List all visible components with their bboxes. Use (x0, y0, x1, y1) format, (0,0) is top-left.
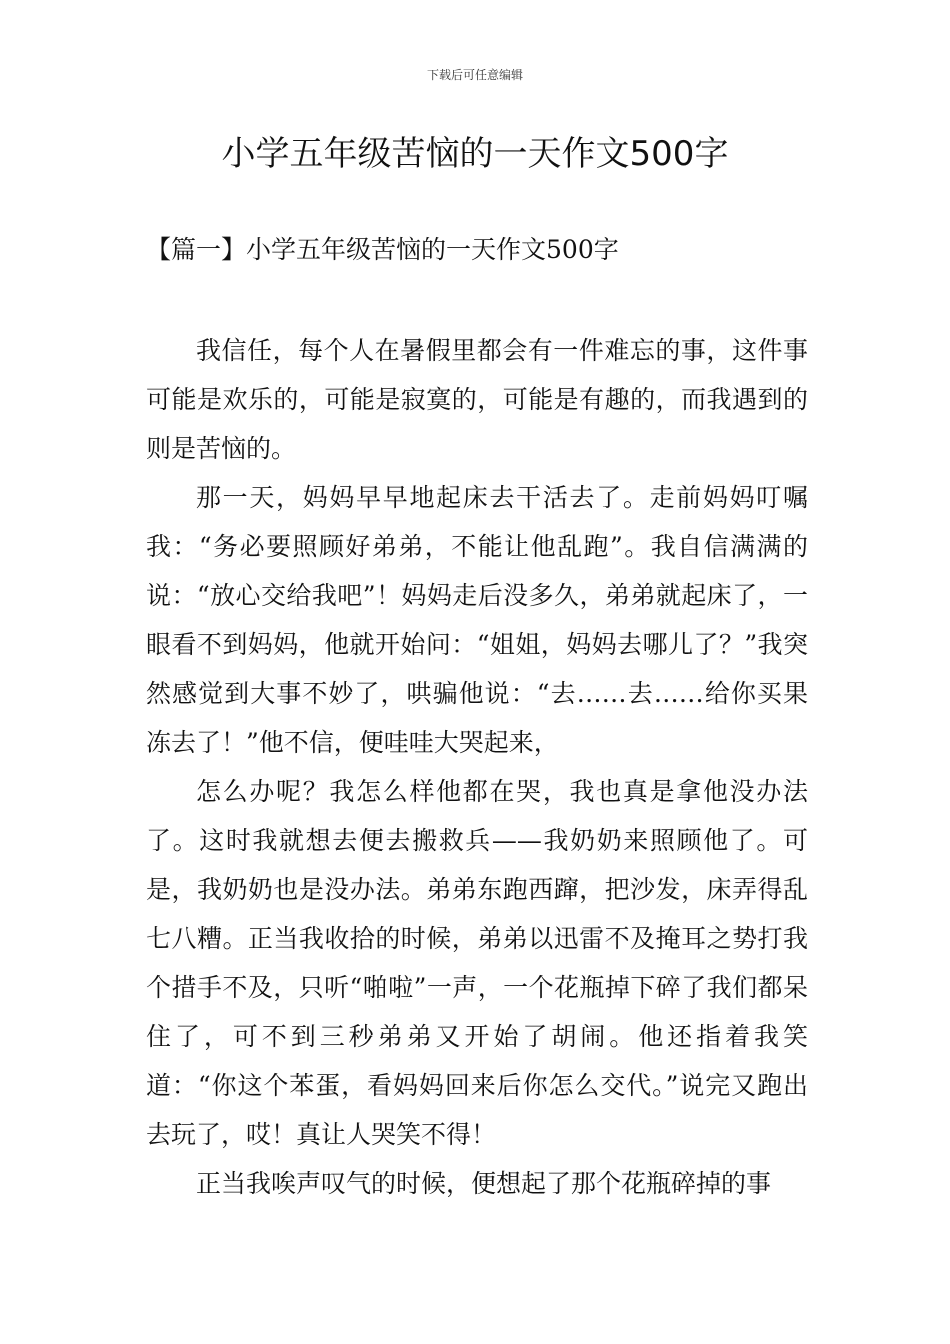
paragraph: 怎么办呢？我怎么样他都在哭，我也真是拿他没办法了。这时我就想去便去搬救兵——我奶奶来照顾他了。可是，我奶奶也是没办法。弟弟东跑西蹿，把沙发，床弄得乱七八糟。正当我收拾的时候，弟弟以迅雷不及掩耳之势打我个措手不及，只听“啪啦”一声，一个花瓶掉下碎了我们都呆住了，可不到三秒弟弟又开始了胡闹。他还指着我笑道：“你这个苯蛋，看妈妈回来后你怎么交代。”说完又跑出去玩了，哎！真让人哭笑不得！ (146, 777, 808, 1149)
paragraph: 我信任，每个人在暑假里都会有一件难忘的事，这件事可能是欢乐的，可能是寂寞的，可能是有趣的，而我遇到的则是苦恼的。 (146, 336, 808, 463)
paragraph: 正当我唉声叹气的时候，便想起了那个花瓶碎掉的事 (196, 1169, 772, 1198)
document-title: 小学五年级苦恼的一天作文500字 (221, 134, 729, 174)
page-header-note: 下载后可任意编辑 (426, 68, 523, 82)
section-heading: 【篇一】小学五年级苦恼的一天作文500字 (146, 235, 619, 264)
article-body (146, 326, 808, 1208)
paragraph: 那一天，妈妈早早地起床去干活去了。走前妈妈叮嘱我：“务必要照顾好弟弟，不能让他乱跑”。我自信满满的说：“放心交给我吧”！妈妈走后没多久，弟弟就起床了，一眼看不到妈妈，他就开始问：“姐姐，妈妈去哪儿了？”我突然感觉到大事不妙了，哄骗他说：“去……去……给你买果冻去了！”他不信，便哇哇大哭起来， (146, 483, 808, 757)
